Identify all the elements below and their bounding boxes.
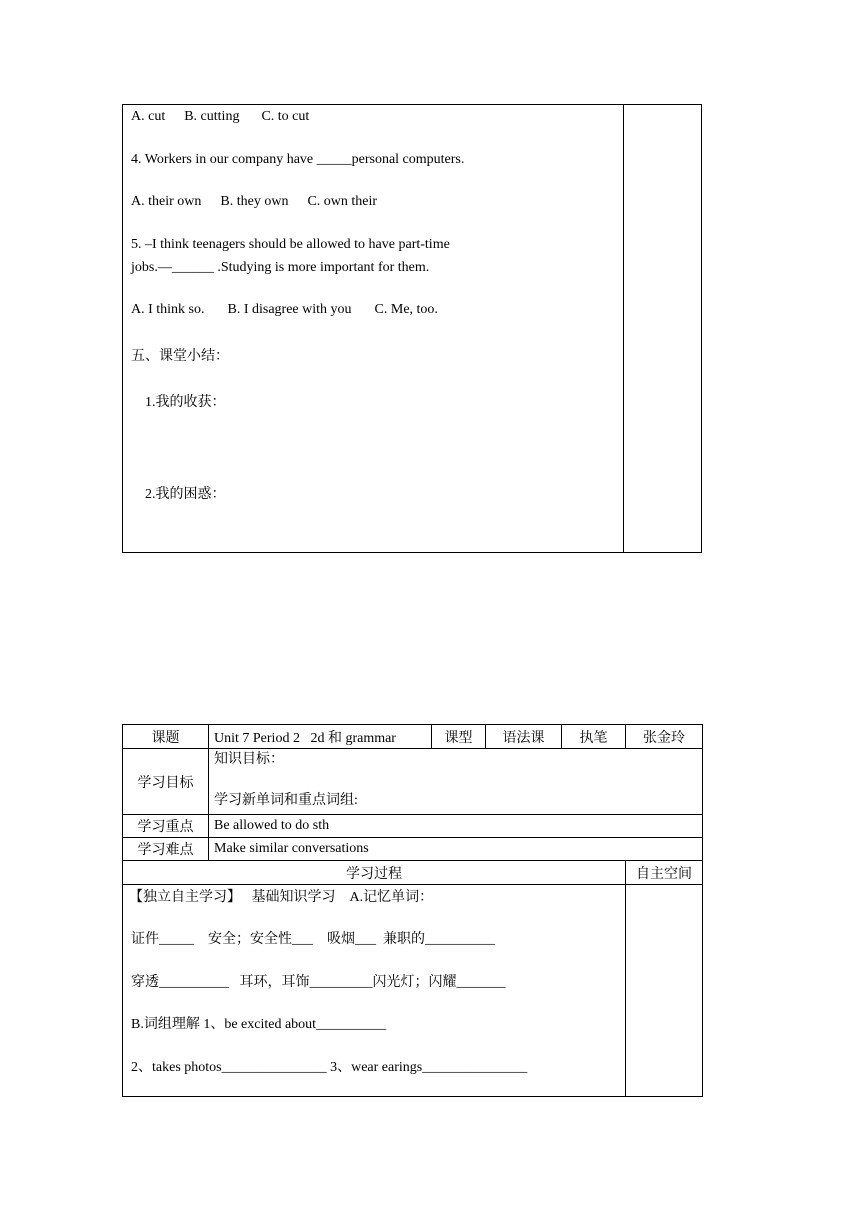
q4-options [131, 194, 377, 210]
q5-options [131, 302, 438, 318]
confusions-label: 2.我的困惑： [145, 487, 226, 502]
key-row [123, 815, 703, 838]
key-value: Be allowed to do sth [209, 815, 703, 838]
goals-line2: 学习新单词和重点词组: [214, 793, 358, 808]
summary-heading: 五、课堂小结： [131, 349, 229, 364]
goals-cell [209, 749, 703, 815]
phrase-line2: 2、takes photos_______________ 3、wear earings_______________ [131, 1060, 528, 1075]
q4-option-b: B. they own [220, 194, 289, 209]
topic-label: 课题 [123, 725, 209, 749]
type-label: 课型 [432, 725, 486, 749]
process-header: 学习过程 [123, 861, 626, 885]
side-column-divider [623, 105, 624, 552]
process-body-row [123, 885, 703, 1097]
vocab-line1: 证件_____ 安全；安全性___ 吸烟___ 兼职的__________ [131, 932, 495, 947]
q4-option-a: A. their own [131, 194, 202, 209]
difficult-row [123, 838, 703, 861]
q3-option-b: B. cutting [184, 109, 240, 124]
q3-option-a: A. cut [131, 109, 166, 124]
study-heading: 【独立自主学习】 基础知识学习 A.记忆单词： [129, 890, 434, 905]
top-box [122, 104, 702, 553]
phrase-line1: B.词组理解 1、be excited about__________ [131, 1017, 387, 1032]
process-header-row [123, 861, 703, 885]
lesson-plan-table [122, 724, 703, 1097]
type-value: 语法课 [486, 725, 562, 749]
q5-option-b: B. I disagree with you [227, 302, 352, 317]
difficult-label: 学习难点 [123, 838, 209, 861]
author-value: 张金玲 [626, 725, 703, 749]
goals-row [123, 749, 703, 815]
q5-stem-line2: jobs.—______ .Studying is more important for them. [131, 260, 430, 275]
author-label: 执笔 [562, 725, 626, 749]
goals-line1: 知识目标： [214, 752, 284, 767]
q5-option-a: A. I think so. [131, 302, 205, 317]
gains-label: 1.我的收获： [145, 395, 226, 410]
header-row [123, 725, 703, 749]
goals-label: 学习目标 [123, 749, 209, 815]
process-body [123, 885, 626, 1097]
q4-stem: 4. Workers in our company have _____personal computers. [131, 152, 465, 167]
q5-stem-line1: 5. –I think teenagers should be allowed to have part-time [131, 237, 450, 252]
q3-option-c: C. to cut [261, 109, 310, 124]
key-label: 学习重点 [123, 815, 209, 838]
q3-options [131, 109, 309, 125]
space-body [626, 885, 703, 1097]
space-header: 自主空间 [626, 861, 703, 885]
vocab-line2: 穿透__________ 耳环，耳饰_________闪光灯；闪耀_______ [131, 975, 506, 990]
topic-value: Unit 7 Period 2 2d 和 grammar [209, 725, 432, 749]
q5-option-c: C. Me, too. [374, 302, 438, 317]
difficult-value: Make similar conversations [209, 838, 703, 861]
q4-option-c: C. own their [307, 194, 378, 209]
